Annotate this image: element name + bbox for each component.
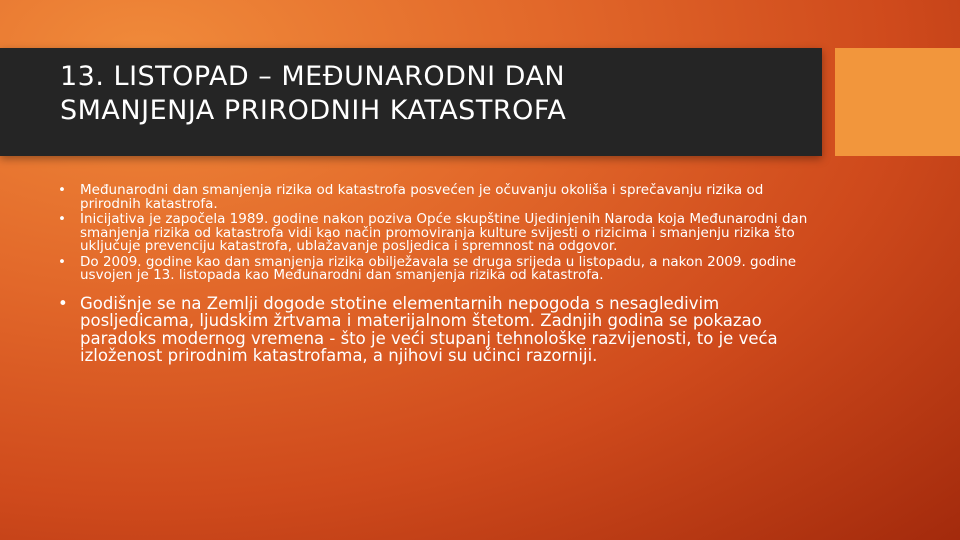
accent-block: [835, 48, 960, 156]
bullet-item-4: • Godišnje se na Zemlji dogode stotine elementarnih nepogoda s nesagledivim posljedicama, ljudskim žrtvama i materijalnom štetom. Zadnjih godina se pokazao paradoks modernog vremena - što je veći stupanj tehnološke razvijenosti, to je veća izloženost prirodnim katastrofama, a njihovi su učinci razorniji.: [58, 295, 828, 365]
bullet-list: [58, 184, 828, 365]
slide-title-line-1: 13. LISTOPAD – MEĐUNARODNI DAN: [60, 61, 566, 92]
slide-title-line-2: SMANJENJA PRIRODNIH KATASTROFA: [60, 95, 567, 126]
bullet-item-2: • Inicijativa je započela 1989. godine nakon poziva Opće skupštine Ujedinjenih Naroda koja Međunarodni dan smanjenja rizika od katastrofa vidi kao način promoviranja kulture svijesti o rizicima i smanjenju rizika što uključuje prevenciju katastrofa, ublažavanje posljedica i spremnost na odgovor.: [58, 213, 828, 254]
slide-title: [60, 60, 800, 128]
bullet-item-3: • Do 2009. godine kao dan smanjenja rizika obilježavala se druga srijeda u listopadu, a nakon 2009. godine usvojen je 13. listopada kao Međunarodni dan smanjenja rizika od katastrofa.: [58, 256, 828, 283]
bullet-item-1: • Međunarodni dan smanjenja rizika od katastrofa posvećen je očuvanju okoliša i sprečavanju rizika od prirodnih katastrofa.: [58, 184, 828, 211]
